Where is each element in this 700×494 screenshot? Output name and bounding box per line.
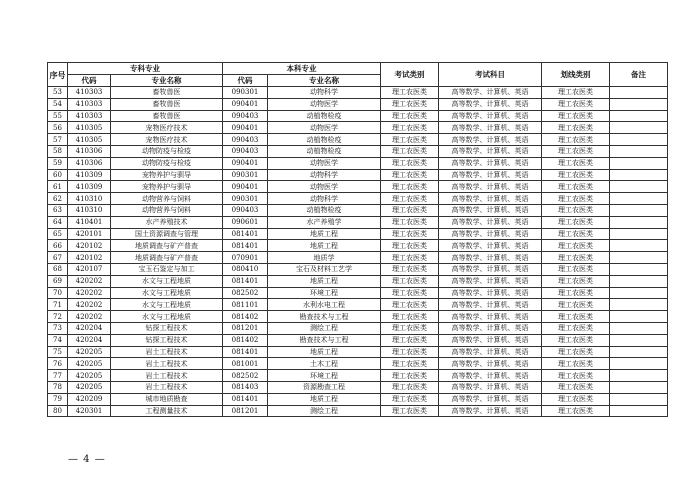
cell-vocational-name: 水文与工程地质 xyxy=(111,275,223,287)
table-row xyxy=(48,228,668,240)
cell-exam-category: 理工农医类 xyxy=(381,252,439,264)
cell-exam-subjects: 高等数学、计算机、英语 xyxy=(439,311,542,323)
table-row xyxy=(48,87,668,99)
cell-seq: 59 xyxy=(48,157,68,169)
cell-seq: 75 xyxy=(48,346,68,358)
enrollment-major-table xyxy=(47,62,668,417)
table-row xyxy=(48,263,668,275)
cell-undergrad-name: 地质工程 xyxy=(268,228,381,240)
cell-exam-subjects: 高等数学、计算机、英语 xyxy=(439,287,542,299)
cell-remarks xyxy=(610,169,668,181)
cell-vocational-code: 420101 xyxy=(68,228,111,240)
cell-seq: 65 xyxy=(48,228,68,240)
cell-exam-subjects: 高等数学、计算机、英语 xyxy=(439,122,542,134)
cell-exam-subjects: 高等数学、计算机、英语 xyxy=(439,228,542,240)
cell-line-category: 理工农医类 xyxy=(542,299,610,311)
cell-undergrad-name: 地质工程 xyxy=(268,393,381,405)
cell-seq: 77 xyxy=(48,370,68,382)
cell-vocational-name: 岩土工程技术 xyxy=(111,358,223,370)
table-row xyxy=(48,275,668,287)
cell-exam-category: 理工农医类 xyxy=(381,157,439,169)
cell-undergrad-code: 081201 xyxy=(223,322,268,334)
cell-exam-subjects: 高等数学、计算机、英语 xyxy=(439,145,542,157)
cell-undergrad-name: 动植物检疫 xyxy=(268,134,381,146)
cell-vocational-code: 410303 xyxy=(68,98,111,110)
table-row xyxy=(48,181,668,193)
cell-exam-category: 理工农医类 xyxy=(381,299,439,311)
cell-remarks xyxy=(610,263,668,275)
cell-seq: 73 xyxy=(48,322,68,334)
cell-vocational-code: 410306 xyxy=(68,157,111,169)
cell-remarks xyxy=(610,240,668,252)
cell-line-category: 理工农医类 xyxy=(542,157,610,169)
cell-remarks xyxy=(610,157,668,169)
header-undergrad-code: 代码 xyxy=(223,75,268,87)
table-row xyxy=(48,311,668,323)
cell-line-category: 理工农医类 xyxy=(542,263,610,275)
cell-undergrad-name: 地质工程 xyxy=(268,275,381,287)
cell-undergrad-code: 090301 xyxy=(223,169,268,181)
cell-remarks xyxy=(610,193,668,205)
cell-line-category: 理工农医类 xyxy=(542,216,610,228)
cell-seq: 74 xyxy=(48,334,68,346)
cell-exam-subjects: 高等数学、计算机、英语 xyxy=(439,216,542,228)
cell-vocational-name: 畜牧兽医 xyxy=(111,87,223,99)
cell-vocational-name: 宝玉石鉴定与加工 xyxy=(111,263,223,275)
cell-remarks xyxy=(610,98,668,110)
cell-undergrad-code: 090301 xyxy=(223,87,268,99)
cell-exam-subjects: 高等数学、计算机、英语 xyxy=(439,381,542,393)
cell-remarks xyxy=(610,110,668,122)
header-line-category: 划线类别 xyxy=(542,63,610,87)
cell-line-category: 理工农医类 xyxy=(542,240,610,252)
cell-vocational-code: 410303 xyxy=(68,110,111,122)
cell-vocational-code: 410310 xyxy=(68,204,111,216)
cell-vocational-name: 地质调查与矿产普查 xyxy=(111,252,223,264)
cell-vocational-code: 420204 xyxy=(68,322,111,334)
header-undergrad-name: 专业名称 xyxy=(268,75,381,87)
cell-exam-subjects: 高等数学、计算机、英语 xyxy=(439,98,542,110)
cell-line-category: 理工农医类 xyxy=(542,98,610,110)
cell-undergrad-code: 081401 xyxy=(223,393,268,405)
cell-exam-category: 理工农医类 xyxy=(381,134,439,146)
cell-undergrad-name: 环境工程 xyxy=(268,370,381,382)
cell-undergrad-name: 地质学 xyxy=(268,252,381,264)
cell-line-category: 理工农医类 xyxy=(542,334,610,346)
cell-vocational-code: 420202 xyxy=(68,311,111,323)
page-number: — 4 — xyxy=(68,454,106,465)
cell-undergrad-code: 081001 xyxy=(223,358,268,370)
cell-vocational-name: 水文与工程地质 xyxy=(111,299,223,311)
cell-exam-category: 理工农医类 xyxy=(381,87,439,99)
cell-vocational-name: 畜牧兽医 xyxy=(111,98,223,110)
table-row xyxy=(48,98,668,110)
table-row xyxy=(48,381,668,393)
cell-vocational-name: 动物防疫与检疫 xyxy=(111,145,223,157)
cell-undergrad-name: 地质工程 xyxy=(268,240,381,252)
cell-undergrad-code: 090401 xyxy=(223,98,268,110)
cell-undergrad-name: 动物医学 xyxy=(268,181,381,193)
cell-exam-subjects: 高等数学、计算机、英语 xyxy=(439,134,542,146)
cell-vocational-code: 420205 xyxy=(68,346,111,358)
cell-exam-category: 理工农医类 xyxy=(381,98,439,110)
cell-seq: 55 xyxy=(48,110,68,122)
cell-line-category: 理工农医类 xyxy=(542,393,610,405)
cell-exam-subjects: 高等数学、计算机、英语 xyxy=(439,169,542,181)
cell-undergrad-name: 动物医学 xyxy=(268,98,381,110)
cell-seq: 61 xyxy=(48,181,68,193)
cell-exam-category: 理工农医类 xyxy=(381,169,439,181)
cell-line-category: 理工农医类 xyxy=(542,122,610,134)
cell-line-category: 理工农医类 xyxy=(542,311,610,323)
cell-vocational-name: 岩土工程技术 xyxy=(111,381,223,393)
cell-exam-category: 理工农医类 xyxy=(381,393,439,405)
header-undergrad: 本科专业 xyxy=(223,63,381,75)
table-row xyxy=(48,287,668,299)
cell-vocational-code: 410310 xyxy=(68,193,111,205)
header-remarks: 备注 xyxy=(610,63,668,87)
table-row xyxy=(48,299,668,311)
cell-vocational-code: 420202 xyxy=(68,299,111,311)
cell-line-category: 理工农医类 xyxy=(542,405,610,417)
table-row xyxy=(48,216,668,228)
cell-undergrad-name: 动物医学 xyxy=(268,122,381,134)
cell-exam-category: 理工农医类 xyxy=(381,193,439,205)
cell-exam-category: 理工农医类 xyxy=(381,275,439,287)
cell-remarks xyxy=(610,287,668,299)
table-row xyxy=(48,122,668,134)
cell-undergrad-name: 动物科学 xyxy=(268,169,381,181)
cell-undergrad-code: 081401 xyxy=(223,346,268,358)
table-row xyxy=(48,334,668,346)
cell-exam-subjects: 高等数学、计算机、英语 xyxy=(439,263,542,275)
cell-vocational-code: 410305 xyxy=(68,134,111,146)
table-row xyxy=(48,346,668,358)
cell-vocational-name: 工程测量技术 xyxy=(111,405,223,417)
table-row xyxy=(48,134,668,146)
cell-seq: 78 xyxy=(48,381,68,393)
header-exam-category: 考试类别 xyxy=(381,63,439,87)
cell-undergrad-code: 081401 xyxy=(223,275,268,287)
table-row xyxy=(48,169,668,181)
table-row xyxy=(48,110,668,122)
cell-vocational-code: 420107 xyxy=(68,263,111,275)
cell-exam-category: 理工农医类 xyxy=(381,110,439,122)
cell-exam-subjects: 高等数学、计算机、英语 xyxy=(439,204,542,216)
cell-undergrad-code: 090403 xyxy=(223,204,268,216)
cell-undergrad-code: 081403 xyxy=(223,381,268,393)
cell-seq: 57 xyxy=(48,134,68,146)
cell-line-category: 理工农医类 xyxy=(542,193,610,205)
cell-undergrad-name: 动物医学 xyxy=(268,157,381,169)
cell-remarks xyxy=(610,311,668,323)
cell-line-category: 理工农医类 xyxy=(542,287,610,299)
cell-remarks xyxy=(610,370,668,382)
cell-seq: 69 xyxy=(48,275,68,287)
table-row xyxy=(48,204,668,216)
cell-exam-subjects: 高等数学、计算机、英语 xyxy=(439,346,542,358)
cell-vocational-name: 地质调查与矿产普查 xyxy=(111,240,223,252)
cell-undergrad-code: 082502 xyxy=(223,370,268,382)
cell-line-category: 理工农医类 xyxy=(542,87,610,99)
cell-vocational-code: 420301 xyxy=(68,405,111,417)
cell-undergrad-code: 081401 xyxy=(223,228,268,240)
cell-line-category: 理工农医类 xyxy=(542,275,610,287)
cell-undergrad-code: 081101 xyxy=(223,299,268,311)
cell-undergrad-name: 动植物检疫 xyxy=(268,204,381,216)
header-vocational-name: 专业名称 xyxy=(111,75,223,87)
cell-seq: 68 xyxy=(48,263,68,275)
cell-seq: 66 xyxy=(48,240,68,252)
cell-exam-subjects: 高等数学、计算机、英语 xyxy=(439,87,542,99)
cell-line-category: 理工农医类 xyxy=(542,145,610,157)
cell-undergrad-code: 090403 xyxy=(223,134,268,146)
cell-vocational-name: 岩土工程技术 xyxy=(111,370,223,382)
cell-seq: 58 xyxy=(48,145,68,157)
cell-exam-category: 理工农医类 xyxy=(381,145,439,157)
cell-line-category: 理工农医类 xyxy=(542,322,610,334)
cell-seq: 71 xyxy=(48,299,68,311)
table-row xyxy=(48,240,668,252)
cell-exam-subjects: 高等数学、计算机、英语 xyxy=(439,322,542,334)
cell-undergrad-name: 宝石及材料工艺学 xyxy=(268,263,381,275)
cell-undergrad-name: 水产养殖学 xyxy=(268,216,381,228)
cell-seq: 54 xyxy=(48,98,68,110)
cell-exam-category: 理工农医类 xyxy=(381,322,439,334)
cell-undergrad-name: 测绘工程 xyxy=(268,405,381,417)
cell-exam-subjects: 高等数学、计算机、英语 xyxy=(439,252,542,264)
table-row xyxy=(48,193,668,205)
cell-line-category: 理工农医类 xyxy=(542,381,610,393)
cell-exam-category: 理工农医类 xyxy=(381,311,439,323)
cell-exam-category: 理工农医类 xyxy=(381,216,439,228)
cell-vocational-code: 420209 xyxy=(68,393,111,405)
header-seq: 序号 xyxy=(48,63,68,87)
cell-undergrad-code: 090403 xyxy=(223,145,268,157)
cell-vocational-name: 国土资源调查与管理 xyxy=(111,228,223,240)
cell-vocational-code: 410309 xyxy=(68,181,111,193)
cell-remarks xyxy=(610,358,668,370)
cell-exam-subjects: 高等数学、计算机、英语 xyxy=(439,157,542,169)
table-row xyxy=(48,358,668,370)
cell-exam-subjects: 高等数学、计算机、英语 xyxy=(439,110,542,122)
cell-line-category: 理工农医类 xyxy=(542,134,610,146)
cell-undergrad-code: 081401 xyxy=(223,240,268,252)
cell-exam-category: 理工农医类 xyxy=(381,263,439,275)
cell-undergrad-name: 资源勘查工程 xyxy=(268,381,381,393)
cell-seq: 56 xyxy=(48,122,68,134)
cell-seq: 63 xyxy=(48,204,68,216)
cell-vocational-name: 城市地质勘查 xyxy=(111,393,223,405)
cell-exam-category: 理工农医类 xyxy=(381,381,439,393)
cell-undergrad-code: 090401 xyxy=(223,181,268,193)
cell-vocational-code: 420102 xyxy=(68,240,111,252)
cell-exam-category: 理工农医类 xyxy=(381,405,439,417)
table-row xyxy=(48,157,668,169)
cell-exam-subjects: 高等数学、计算机、英语 xyxy=(439,370,542,382)
cell-remarks xyxy=(610,228,668,240)
cell-vocational-code: 410401 xyxy=(68,216,111,228)
cell-remarks xyxy=(610,334,668,346)
cell-vocational-name: 宠物养护与驯导 xyxy=(111,181,223,193)
cell-seq: 70 xyxy=(48,287,68,299)
cell-exam-subjects: 高等数学、计算机、英语 xyxy=(439,393,542,405)
cell-remarks xyxy=(610,181,668,193)
cell-vocational-code: 410305 xyxy=(68,122,111,134)
cell-vocational-name: 宠物医疗技术 xyxy=(111,122,223,134)
cell-vocational-name: 动物营养与饲料 xyxy=(111,193,223,205)
cell-undergrad-code: 090401 xyxy=(223,122,268,134)
cell-undergrad-name: 动物科学 xyxy=(268,87,381,99)
cell-line-category: 理工农医类 xyxy=(542,169,610,181)
cell-undergrad-name: 测绘工程 xyxy=(268,322,381,334)
cell-undergrad-code: 090401 xyxy=(223,157,268,169)
cell-remarks xyxy=(610,122,668,134)
table-row xyxy=(48,252,668,264)
cell-remarks xyxy=(610,87,668,99)
cell-undergrad-code: 081402 xyxy=(223,334,268,346)
cell-exam-subjects: 高等数学、计算机、英语 xyxy=(439,334,542,346)
cell-seq: 76 xyxy=(48,358,68,370)
cell-line-category: 理工农医类 xyxy=(542,228,610,240)
cell-vocational-name: 动物防疫与检疫 xyxy=(111,157,223,169)
cell-vocational-code: 410309 xyxy=(68,169,111,181)
cell-seq: 79 xyxy=(48,393,68,405)
cell-undergrad-code: 090301 xyxy=(223,193,268,205)
cell-vocational-name: 水产养殖技术 xyxy=(111,216,223,228)
cell-undergrad-name: 地质工程 xyxy=(268,346,381,358)
cell-vocational-name: 宠物养护与驯导 xyxy=(111,169,223,181)
cell-exam-category: 理工农医类 xyxy=(381,228,439,240)
cell-line-category: 理工农医类 xyxy=(542,370,610,382)
cell-exam-category: 理工农医类 xyxy=(381,287,439,299)
cell-remarks xyxy=(610,322,668,334)
cell-exam-category: 理工农医类 xyxy=(381,358,439,370)
table-row xyxy=(48,145,668,157)
cell-remarks xyxy=(610,252,668,264)
table-row xyxy=(48,322,668,334)
cell-seq: 62 xyxy=(48,193,68,205)
cell-remarks xyxy=(610,204,668,216)
cell-remarks xyxy=(610,381,668,393)
cell-seq: 67 xyxy=(48,252,68,264)
table-body xyxy=(48,87,668,417)
table-row xyxy=(48,370,668,382)
cell-vocational-name: 钻探工程技术 xyxy=(111,322,223,334)
cell-exam-subjects: 高等数学、计算机、英语 xyxy=(439,181,542,193)
cell-exam-category: 理工农医类 xyxy=(381,181,439,193)
cell-remarks xyxy=(610,216,668,228)
cell-seq: 60 xyxy=(48,169,68,181)
cell-line-category: 理工农医类 xyxy=(542,181,610,193)
cell-undergrad-code: 081201 xyxy=(223,405,268,417)
cell-vocational-name: 水文与工程地质 xyxy=(111,311,223,323)
cell-remarks xyxy=(610,134,668,146)
cell-line-category: 理工农医类 xyxy=(542,252,610,264)
cell-line-category: 理工农医类 xyxy=(542,204,610,216)
cell-seq: 64 xyxy=(48,216,68,228)
cell-undergrad-name: 土木工程 xyxy=(268,358,381,370)
cell-remarks xyxy=(610,275,668,287)
cell-remarks xyxy=(610,145,668,157)
cell-vocational-code: 420205 xyxy=(68,381,111,393)
cell-seq: 80 xyxy=(48,405,68,417)
cell-exam-category: 理工农医类 xyxy=(381,334,439,346)
cell-remarks xyxy=(610,393,668,405)
cell-vocational-name: 动物营养与饲料 xyxy=(111,204,223,216)
table-header xyxy=(48,63,668,87)
cell-vocational-code: 410303 xyxy=(68,87,111,99)
cell-vocational-name: 钻探工程技术 xyxy=(111,334,223,346)
cell-exam-category: 理工农医类 xyxy=(381,122,439,134)
cell-exam-category: 理工农医类 xyxy=(381,370,439,382)
cell-line-category: 理工农医类 xyxy=(542,346,610,358)
cell-exam-subjects: 高等数学、计算机、英语 xyxy=(439,358,542,370)
cell-exam-category: 理工农医类 xyxy=(381,204,439,216)
cell-undergrad-name: 勘查技术与工程 xyxy=(268,311,381,323)
header-vocational-code: 代码 xyxy=(68,75,111,87)
cell-undergrad-code: 081402 xyxy=(223,311,268,323)
cell-undergrad-name: 动植物检疫 xyxy=(268,145,381,157)
cell-remarks xyxy=(610,299,668,311)
cell-remarks xyxy=(610,346,668,358)
cell-undergrad-name: 动物科学 xyxy=(268,193,381,205)
cell-exam-subjects: 高等数学、计算机、英语 xyxy=(439,240,542,252)
cell-undergrad-name: 水利水电工程 xyxy=(268,299,381,311)
cell-line-category: 理工农医类 xyxy=(542,110,610,122)
cell-vocational-code: 420202 xyxy=(68,275,111,287)
cell-undergrad-code: 090601 xyxy=(223,216,268,228)
cell-vocational-code: 420204 xyxy=(68,334,111,346)
cell-vocational-name: 宠物医疗技术 xyxy=(111,134,223,146)
cell-vocational-code: 420205 xyxy=(68,358,111,370)
cell-exam-subjects: 高等数学、计算机、英语 xyxy=(439,405,542,417)
cell-vocational-code: 420205 xyxy=(68,370,111,382)
cell-vocational-name: 畜牧兽医 xyxy=(111,110,223,122)
header-exam-subjects: 考试科目 xyxy=(439,63,542,87)
cell-vocational-name: 岩土工程技术 xyxy=(111,346,223,358)
table-row xyxy=(48,393,668,405)
cell-vocational-code: 420102 xyxy=(68,252,111,264)
cell-exam-subjects: 高等数学、计算机、英语 xyxy=(439,193,542,205)
cell-undergrad-name: 环境工程 xyxy=(268,287,381,299)
cell-undergrad-code: 080410 xyxy=(223,263,268,275)
cell-seq: 53 xyxy=(48,87,68,99)
cell-line-category: 理工农医类 xyxy=(542,358,610,370)
cell-exam-subjects: 高等数学、计算机、英语 xyxy=(439,275,542,287)
cell-seq: 72 xyxy=(48,311,68,323)
cell-remarks xyxy=(610,405,668,417)
cell-vocational-code: 420202 xyxy=(68,287,111,299)
cell-undergrad-code: 082502 xyxy=(223,287,268,299)
cell-exam-category: 理工农医类 xyxy=(381,346,439,358)
cell-undergrad-code: 070901 xyxy=(223,252,268,264)
cell-undergrad-name: 动植物检疫 xyxy=(268,110,381,122)
cell-undergrad-code: 090403 xyxy=(223,110,268,122)
cell-vocational-code: 410306 xyxy=(68,145,111,157)
cell-undergrad-name: 勘查技术与工程 xyxy=(268,334,381,346)
cell-vocational-name: 水文与工程地质 xyxy=(111,287,223,299)
cell-exam-category: 理工农医类 xyxy=(381,240,439,252)
header-vocational: 专科专业 xyxy=(68,63,223,75)
table-row xyxy=(48,405,668,417)
cell-exam-subjects: 高等数学、计算机、英语 xyxy=(439,299,542,311)
